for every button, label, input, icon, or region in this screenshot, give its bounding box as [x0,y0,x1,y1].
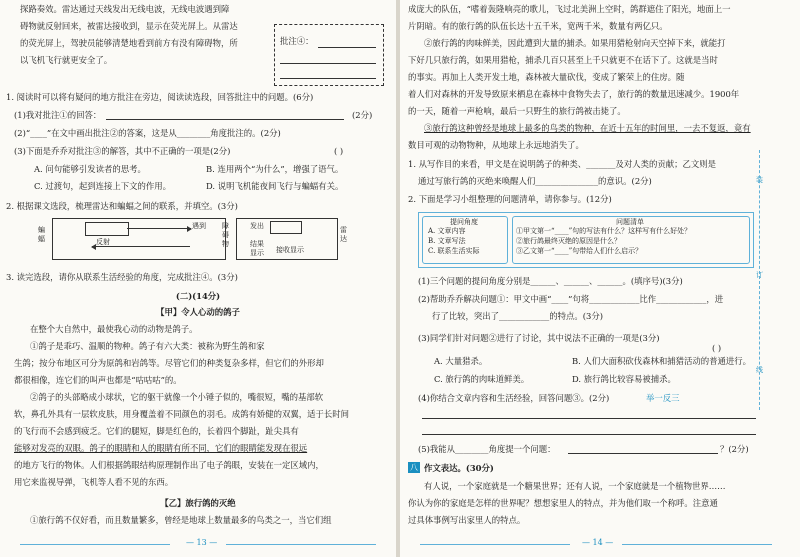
passage-line: 的地方飞行的物体。人们根据鸽眼结构原理制作出了电子鸽眼，安装在一定区域内， [14,460,324,470]
question-1: 1. 阅读时可以将有疑问的地方批注在旁边，阅读读选段，回答批注中的问题。(6分) [6,92,314,102]
passage-line-underlined: 能够对发亮的双眼。鸽子的眼睛和人的眼睛有所不同，它们的眼睛能发现在很远 [14,443,308,453]
annotation-box [274,24,384,86]
left-page [0,0,396,557]
sub-question: (2)“____”在文中画出批注②的答案，这是从________角度批注的。(2分) [14,128,281,138]
passage-line: 数目可观的动物物种，从地球上永远地消失了。 [408,140,584,150]
blank-box[interactable] [85,222,129,236]
question-1-cont: 通过写旅行鸽的灭绝来唤醒人们_______________的意识。(2分) [418,176,652,186]
answer-line[interactable] [422,434,756,435]
reflect-label: 反射 [96,238,110,246]
sub-question: (3)同学们针对问题②进行了讨论，其中说法不正确的一项是(3分) [418,333,660,343]
answer-line[interactable] [280,78,376,79]
option-b[interactable]: B. 人们大面积砍伐森林和捕猎活动的普通进行。 [572,356,751,366]
passage-line: 用它来监视导弹，飞机等人看不见的东西。 [14,477,174,487]
passage-line: ②旅行鸽的肉味鲜美，因此遭到大量的捕杀。如果用猎枪射向天空掉下来，就能打 [424,38,726,48]
sub-question: (1)三个问题的提问角度分别是______、______、______。(填序号)(3分) [418,276,683,286]
answer-line[interactable] [422,418,756,419]
points: ？(2分) [720,444,749,454]
right-page [400,0,800,557]
passage-line: 软，鼻孔外具有一层软皮肤，用身覆盖着不同颜色的羽毛。成鸽有娇健的双翼，适于长时间 [14,409,349,419]
answer-line[interactable] [318,47,376,48]
angle-item: B. 文章写法 [428,237,466,245]
passage-b-title: 【乙】旅行鸽的灭绝 [160,498,236,508]
obstacle-label: 障碍物 [222,222,229,248]
footer-rule [622,544,772,545]
question-item: ②旅行鸽最终灭绝的原因是什么？ [516,237,621,245]
question-item: ③乙文第一“____”句带给人们什么启示？ [516,247,643,255]
page-number: — 13 — [186,538,218,547]
sub-question: 行了比较，突出了____________的特点。(3分) [432,311,603,321]
footer-rule [420,544,570,545]
blank-box[interactable] [270,221,302,234]
binding-mark: 线 [756,366,763,374]
angle-item: C. 联系生活实际 [428,247,480,255]
passage-line-underlined: ③旅行鸽这种曾经是地球上最多的鸟类的物种，在近十五年的时间里，一去不复返，竟有 [424,123,751,133]
question-item: ①甲文第一“____”句的写法有什么？这样写有什么好处？ [516,227,692,235]
passage-line: 探路奏效。雷达通过天线发出无线电波，无线电波遇到障 [20,4,230,14]
option-b[interactable]: B. 连用两个“为什么”，增强了语气。 [206,164,344,174]
result-label: 结果 [250,240,264,248]
arrow-right [127,228,191,229]
binding-mark: 装 [756,176,763,184]
section-number-tag: 八 [410,463,418,472]
emit-label: 发出 [250,222,264,230]
sub-question: (5)我能从________角度提一个问题： [418,444,556,454]
answer-line[interactable] [568,453,718,454]
passage-line: 都很相像，连它们的叫声也都是“咕咕咕”的。 [14,375,182,385]
radar-label: 雷达 [340,226,347,243]
answer-paren[interactable]: ( ) [712,343,722,353]
passage-line: 的飞行而不会感到疲乏。它们的腿短，脚是红色的，长着四个脚趾，趾尖具有 [14,426,299,436]
bat-label: 蝙蝠 [38,226,45,243]
sub-question: (3)下面是乔乔对批注③的解答，其中不正确的一项是(2分) [14,146,231,156]
passage-line: ①鸽子是乖巧、温顺的物种。鸽子有六大类：被称为野生鸽和家 [30,341,265,351]
display-label: 显示 [250,249,264,257]
angle-item: A. 文章内容 [428,227,466,235]
question-list-title: 问题清单 [616,218,644,226]
essay-prompt: 过具体事例写出家里人的特点。 [408,515,526,525]
sub-question: (1)我对批注①的回答： [14,110,102,120]
binding-mark: 订 [756,271,763,279]
passage-line: 的事实。再加上人类开发土地，森林被大量砍伐，变成了繁荣上的住房。随 [408,72,685,82]
essay-prompt: 有人说，一个家庭就是一个糖果世界；还有人说，一个家庭就是一个植物世界…… [424,481,726,491]
question-2: 2. 下面是学习小组整理的问题清单，请你参与。(12分) [408,194,612,204]
passage-line: 在整个大自然中，最使我心动的动物是鸽子。 [30,324,198,334]
passage-line: 成庞大的队伍，“嗜着轰隆响亮的歌儿，飞过北美洲上空时，鸽群遮住了阳光，地面上一 [408,4,731,14]
passage-line: 下好几只旅行鸽，如果用猎枪，捕杀几百只甚至上千只就更不在话下了。这就是当时 [408,55,718,65]
passage-line: 的荧光屏上，驾驶员能够清楚地看到前方有没有障碍物，所 [20,38,238,48]
binding-line [759,150,760,410]
sub-question: (4)你结合文章内容和生活经验，回答问题③。(2分) [418,393,610,403]
practice-link[interactable]: 举一反三 [646,393,680,403]
option-c[interactable]: C. 旅行鸽的肉味道鲜美。 [434,374,530,384]
question-1: 1. 从写作目的来看，甲文是在说明鸽子的种类、_______及对人类的贡献；乙文则是 [408,159,716,169]
page-number: — 14 — [582,538,614,547]
question-3: 3. 读完选段，请你从联系生活经验的角度，完成批注④。(3分) [6,272,238,282]
passage-line: 以飞机飞行就更安全了。 [20,55,113,65]
passage-line: 生鸽；按分布地区可分为原鸽和岩鸽等。尽管它们的种类复杂多样，但它们的外形却 [14,358,324,368]
annotation-label: 批注④： [280,36,314,46]
angle-title: 提问角度 [450,218,478,226]
meet-label: 遇到 [192,222,206,230]
passage-line: 碍物就反射回来，被雷达接收到，显示在荧光屏上。从雷达 [20,21,238,31]
passage-a-title: 【甲】令人心动的鸽子 [156,307,240,317]
section-title: (二)(14分) [175,291,221,301]
question-2: 2. 根据课文选段，梳理雷达和蝙蝠之间的联系，并填空。(3分) [6,201,238,211]
sub-question: (2)帮助乔乔解决问题①：甲文中画“____”句将____________比作____________，进 [418,294,724,304]
option-a[interactable]: A. 大量猎杀。 [434,356,488,366]
passage-line: 片阴暗。有的旅行鸽的队伍长达十五千米，宽两千米，数量有两亿只。 [408,21,668,31]
option-a[interactable]: A. 问句能够引发读者的思考。 [34,164,146,174]
answer-line[interactable] [280,63,376,64]
essay-prompt: 你认为你的家庭是怎样的世界呢？想想家里人的特点，并为他们取一个称呼。注意通 [408,498,718,508]
passage-line: ①旅行鸽不仅好看，而且数量繁多，曾经是地球上数量最多的鸟类之一，当它们组 [30,515,332,525]
footer-rule [226,544,376,545]
passage-line: ②鸽子的头部略成小球状，它的躯干就像一个小锤子似的，嘴很短，嘴的基部软 [30,392,324,402]
passage-line: 着人们对森林的开发导致原来栖息在森林中食物失去了，旅行鸽的数量迅速减少。1900年 [408,89,740,99]
option-c[interactable]: C. 过渡句，起到连接上下文的作用。 [34,181,172,191]
receive-label: 接收显示 [276,246,304,254]
option-d[interactable]: D. 旅行鸽比较容易被捕杀。 [572,374,676,384]
points: (2分) [352,110,373,120]
section-title: 作文表达。(30分) [424,463,494,473]
passage-line: 的一天，随着一声枪响，最后一只野生的旅行鸽被击毙了。 [408,106,626,116]
option-d[interactable]: D. 说明飞机能夜间飞行与蝙蝠有关。 [206,181,344,191]
answer-line[interactable] [106,119,344,120]
answer-paren[interactable]: ( ) [334,146,344,156]
footer-rule [20,544,170,545]
